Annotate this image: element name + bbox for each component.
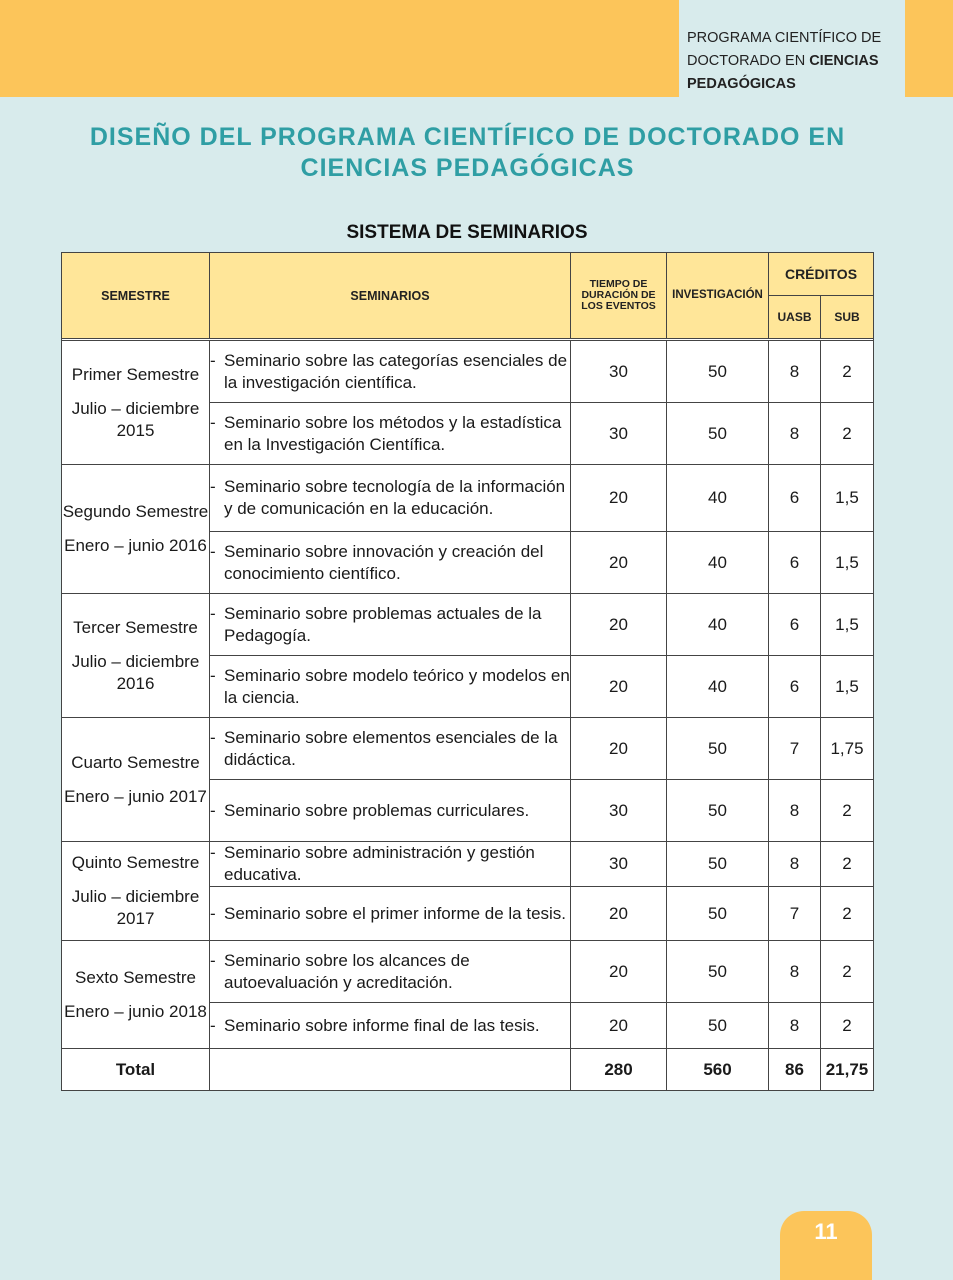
seminar-text: Seminario sobre modelo teórico y modelos en la ciencia.	[224, 665, 570, 707]
program-line-3: PEDAGÓGICAS	[687, 76, 796, 92]
investigacion-cell: 40	[667, 465, 769, 532]
semester-cell	[62, 465, 210, 594]
tiempo-cell: 20	[571, 718, 667, 780]
investigacion-cell: 40	[667, 532, 769, 594]
uasb-cell: 6	[769, 465, 821, 532]
semester-cell	[62, 718, 210, 842]
table-row	[62, 718, 874, 780]
investigacion-cell: 50	[667, 780, 769, 842]
seminar-cell	[210, 594, 571, 656]
semester-name: Tercer Semestre	[73, 617, 198, 637]
tiempo-cell: 30	[571, 842, 667, 887]
seminar-cell	[210, 341, 571, 403]
tiempo-cell: 20	[571, 532, 667, 594]
list-dash: -	[210, 665, 216, 685]
list-dash: -	[210, 727, 216, 747]
total-empty-cell	[210, 1049, 571, 1091]
seminar-cell	[210, 1003, 571, 1049]
semester-date: Julio – diciembre 2016	[71, 651, 200, 693]
investigacion-cell: 40	[667, 656, 769, 718]
seminar-text: Seminario sobre problemas curriculares.	[224, 800, 530, 820]
investigacion-cell: 50	[667, 1003, 769, 1049]
investigacion-cell: 50	[667, 718, 769, 780]
sub-cell: 2	[821, 1003, 874, 1049]
seminar-text: Seminario sobre elementos esenciales de la didáctica.	[224, 727, 558, 769]
list-dash: -	[210, 603, 216, 623]
semester-date: Enero – junio 2017	[64, 786, 207, 806]
seminar-text: Seminario sobre problemas actuales de la Pedagogía.	[224, 603, 542, 645]
page-title: DISEÑO DEL PROGRAMA CIENTÍFICO DE DOCTORADO EN CIENCIAS PEDAGÓGICAS	[89, 123, 846, 182]
semester-name: Quinto Semestre	[71, 853, 200, 872]
header-sub: SUB	[821, 296, 874, 339]
header-uasb: UASB	[769, 296, 821, 339]
semester-cell	[62, 594, 210, 718]
seminar-text: Seminario sobre las categorías esenciales de la investigación científica.	[224, 350, 568, 392]
uasb-cell: 8	[769, 341, 821, 403]
uasb-cell: 6	[769, 594, 821, 656]
page-number-tab	[780, 1211, 872, 1280]
tiempo-cell: 20	[571, 656, 667, 718]
list-dash: -	[210, 541, 216, 561]
total-sub: 21,75	[821, 1049, 874, 1091]
program-label-box	[679, 0, 905, 97]
seminar-cell	[210, 842, 571, 887]
seminar-cell	[210, 403, 571, 465]
seminar-cell	[210, 780, 571, 842]
header-tiempo: TIEMPO DE DURACIÓN DE LOS EVENTOS	[571, 253, 667, 339]
uasb-cell: 8	[769, 941, 821, 1003]
semester-date: Enero – junio 2018	[64, 1001, 207, 1021]
seminar-text: Seminario sobre innovación y creación del conocimiento científico.	[224, 541, 544, 583]
seminar-text: Seminario sobre informe final de las tesis.	[224, 1015, 540, 1035]
uasb-cell: 6	[769, 532, 821, 594]
investigacion-cell: 50	[667, 887, 769, 941]
table-row	[62, 594, 874, 656]
investigacion-cell: 40	[667, 594, 769, 656]
total-tiempo: 280	[571, 1049, 667, 1091]
program-line-1: PROGRAMA CIENTÍFICO DE	[687, 30, 882, 46]
uasb-cell: 8	[769, 403, 821, 465]
seminar-text: Seminario sobre los alcances de autoevaluación y acreditación.	[224, 950, 470, 992]
table-caption: SISTEMA DE SEMINARIOS	[346, 222, 588, 243]
page-number: 11	[814, 1219, 838, 1244]
tiempo-cell: 30	[571, 780, 667, 842]
seminar-text: Seminario sobre el primer informe de la tesis.	[224, 903, 567, 923]
tiempo-cell: 30	[571, 341, 667, 403]
semester-date: Julio – diciembre 2017	[71, 887, 200, 928]
list-dash: -	[210, 412, 216, 432]
header-semestre: SEMESTRE	[62, 253, 210, 339]
semester-name: Sexto Semestre	[75, 967, 196, 987]
list-dash: -	[210, 843, 216, 862]
investigacion-cell: 50	[667, 403, 769, 465]
list-dash: -	[210, 477, 216, 496]
uasb-cell: 8	[769, 1003, 821, 1049]
header-creditos: CRÉDITOS	[769, 253, 874, 296]
sub-cell: 2	[821, 887, 874, 941]
seminar-cell	[210, 656, 571, 718]
total-uasb: 86	[769, 1049, 821, 1091]
seminar-cell	[210, 532, 571, 594]
seminar-text: Seminario sobre los métodos y la estadística en la Investigación Científica.	[224, 412, 562, 454]
semester-date: Julio – diciembre 2015	[71, 398, 200, 440]
semester-cell	[62, 842, 210, 941]
list-dash: -	[210, 1015, 216, 1035]
list-dash: -	[210, 800, 216, 820]
sub-cell: 1,75	[821, 718, 874, 780]
semester-date: Enero – junio 2016	[64, 536, 207, 555]
uasb-cell: 7	[769, 718, 821, 780]
sub-cell: 2	[821, 780, 874, 842]
tiempo-cell: 30	[571, 403, 667, 465]
investigacion-cell: 50	[667, 341, 769, 403]
tiempo-cell: 20	[571, 941, 667, 1003]
investigacion-cell: 50	[667, 941, 769, 1003]
uasb-cell: 8	[769, 842, 821, 887]
seminar-cell	[210, 465, 571, 532]
tiempo-cell: 20	[571, 887, 667, 941]
seminar-text: Seminario sobre tecnología de la información y de comunicación en la educación.	[224, 477, 566, 518]
semester-name: Primer Semestre	[71, 364, 200, 384]
semester-name: Segundo Semestre	[62, 502, 209, 521]
tiempo-cell: 20	[571, 594, 667, 656]
table-row	[62, 842, 874, 887]
total-label: Total	[62, 1049, 210, 1091]
header-investigacion: INVESTIGACIÓN	[667, 253, 769, 339]
table-row	[62, 341, 874, 403]
list-dash: -	[210, 903, 216, 923]
tiempo-cell: 20	[571, 1003, 667, 1049]
program-line-2: DOCTORADO EN CIENCIAS	[687, 53, 879, 69]
sub-cell: 2	[821, 941, 874, 1003]
seminar-cell	[210, 887, 571, 941]
semester-cell	[62, 341, 210, 465]
seminar-text: Seminario sobre administración y gestión educativa.	[224, 843, 535, 884]
table-row	[62, 941, 874, 1003]
table-row	[62, 465, 874, 532]
seminar-cell	[210, 718, 571, 780]
uasb-cell: 7	[769, 887, 821, 941]
sub-cell: 1,5	[821, 532, 874, 594]
semester-name: Cuarto Semestre	[71, 752, 200, 772]
sub-cell: 2	[821, 341, 874, 403]
table-body	[62, 339, 874, 1091]
tiempo-cell: 20	[571, 465, 667, 532]
seminar-cell	[210, 941, 571, 1003]
sub-cell: 2	[821, 842, 874, 887]
investigacion-cell: 50	[667, 842, 769, 887]
total-investigacion: 560	[667, 1049, 769, 1091]
uasb-cell: 8	[769, 780, 821, 842]
total-row	[62, 1049, 874, 1091]
sub-cell: 1,5	[821, 594, 874, 656]
header-seminarios: SEMINARIOS	[210, 253, 571, 339]
uasb-cell: 6	[769, 656, 821, 718]
sub-cell: 1,5	[821, 656, 874, 718]
list-dash: -	[210, 950, 216, 970]
sub-cell: 1,5	[821, 465, 874, 532]
list-dash: -	[210, 350, 216, 370]
seminar-table	[61, 252, 874, 1091]
semester-cell	[62, 941, 210, 1049]
sub-cell: 2	[821, 403, 874, 465]
